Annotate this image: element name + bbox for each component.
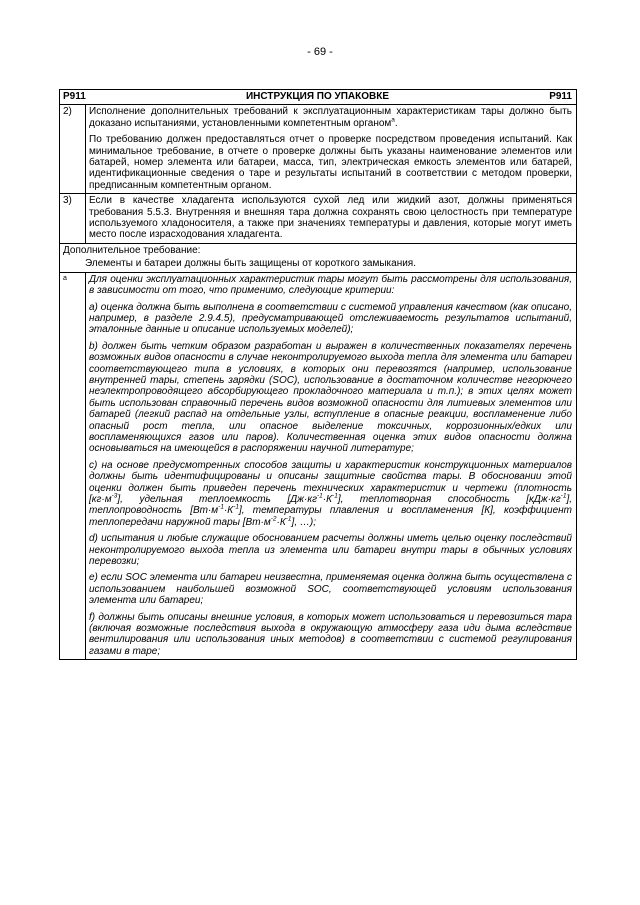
packing-instruction-table <box>59 89 577 660</box>
item-2-number: 2) <box>60 105 86 194</box>
additional-requirement-title: Дополнительное требование: <box>63 244 201 256</box>
footnote-mark: a <box>60 272 86 660</box>
additional-requirement-cell <box>60 243 577 272</box>
footnote-criterion-f: f) должны быть описаны внешние условия, в которых может использоваться и перевозиться тара (включая возможные последствия выхода в окружающую атмосферу газа иди дыма вследствие вентилирования или использования иных методов) в соответствии с системой регулирования газами в таре; <box>89 611 572 657</box>
header-code-right: P911 <box>549 91 572 102</box>
header-cell <box>60 90 577 105</box>
item-3-number: 3) <box>60 194 86 244</box>
item-2-row <box>60 105 577 194</box>
table-header-row <box>60 90 577 105</box>
footnote-criterion-a: a) оценка должна быть выполнена в соответствии с системой управления качеством (как описано, например, в разделе 2.9.4.5), предусматривающей отслеживаемость результатов испытаний, эталонные данные и описание используемых моделей); <box>89 301 572 336</box>
additional-requirement-text: Элементы и батареи должны быть защищены от короткого замыкания. <box>85 258 416 270</box>
item-3-text <box>86 194 577 244</box>
footnote-criterion-e: e) если SOC элемента или батареи неизвестна, применяемая оценка должна быть осуществлена с использованием наибольшей возможной SOC, соответствующей условиям использования элемента или батареи; <box>89 572 572 607</box>
footnote-criterion-d: d) испытания и любые служащие обоснованием расчеты должны иметь целью оценку последствий неконтролируемого выхода тепла из элемента или батареи внутри тары в обычных условиях перевозки; <box>89 533 572 568</box>
footnote-text <box>86 272 577 660</box>
footnote-criterion-c: c) на основе предусмотренных способов защиты и характеристик конструкционных материалов должны быть идентифицированы и описаны защитные свойства тары. В обосновании этой оценки должен быть приведен перечень технических характеристик и чертежи (плотность $[кг\cdot м^{-3}]$, удельная теплоемкость $[Дж\cdot кг^{-1}\cdot К^{-1}]$, теплотворная способность $[кДж\cdot кг^{-1}]$, теплопроводность $[Вт\cdot м^{-1}\cdot К^{-1}]$, температуры плавления и воспламенения [К], коэффициент теплопередачи наружной тары $[Вт\cdot м^{-2}\cdot К^{-1}]$, …); <box>89 459 572 528</box>
item-2-paragraph-1-text: Исполнение дополнительных требований к эксплуатационным характеристикам тары должно быть доказано испытаниями, установленными компетентным органом <box>89 106 572 129</box>
footnote-intro: Для оценки эксплуатационных характеристик тары могут быть рассмотрены для использования, в зависимости от того, что применимо, следующие критерии: <box>89 273 572 297</box>
header-title: ИНСТРУКЦИЯ ПО УПАКОВКЕ <box>245 91 390 102</box>
item-3-paragraph-1: Если в качестве хладагента используются сухой лед или жидкий азот, должны применяться требования 5.5.3. Внутренняя и внешняя тара должна сохранять свою целостность при температуре используемого хладоносителя, а также при значениях температуры и давления, которые могут иметь место после израсходования хладагента. <box>89 195 572 241</box>
item-2-paragraph-1: Исполнение дополнительных требований к эксплуатационным характеристикам тары должно быть доказано испытаниями, установленными компетентным органом$^a$. <box>89 106 572 129</box>
additional-requirement-row <box>60 243 577 272</box>
item-2-text <box>86 105 577 194</box>
header-code-left: P911 <box>63 91 86 102</box>
footnote-criterion-b: b) должен быть четким образом разработан и выражен в количественных показателях перечень возможных видов опасности в случае неконтролируемого выхода тепла для элемента или батареи соответствующего типа в условиях, в которых они перевозятся (например, использование внутренней тары, степень зарядки (SOC), использование в достаточном количестве негорючего неэлектропроводящего абсорбирующего прокладочного материала и т.п.); в этих целях может быть использован справочный перечень видов возможной опасности для литиевых элементов или батарей (легкий распад на отдельные узлы, вступление в опасные реакции, воспламенение либо опасный рост тепла, или опасное выделение токсичных, коррозионных/едких или воспламеняющихся газов или паров). Количественная оценка этих видов опасности должна основываться на имеющейся в распоряжении научной литературе; <box>89 340 572 455</box>
footnote-row <box>60 272 577 660</box>
page-number: - 69 - <box>307 46 333 58</box>
item-2-paragraph-2: По требованию должен предоставляться отчет о проверке посредством проведения испытаний. Как минимальное требование, в отчете о проверке должны быть указаны наименование элементов или батарей, номер элемента или батареи, масса, тип, электрическая емкость элементов или батарей, идентификационные сведения о таре и результаты испытаний в соответствии с методом проверки, предписанным компетентным органом. <box>89 134 572 191</box>
item-3-row <box>60 194 577 244</box>
footnote-ref: a <box>391 116 395 124</box>
